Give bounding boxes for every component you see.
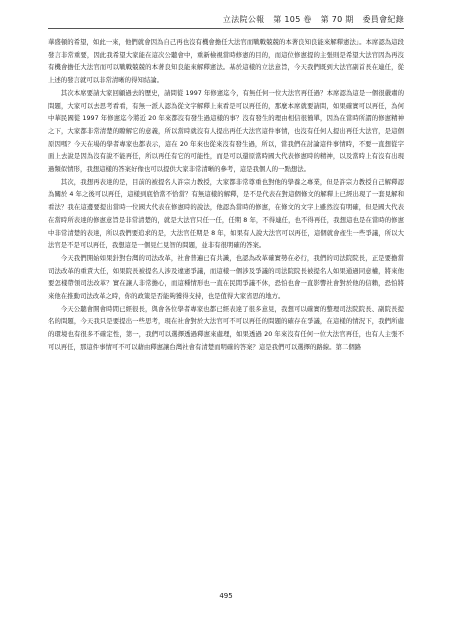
journal-title: 立法院公報 xyxy=(222,15,265,24)
transcript-body xyxy=(48,36,404,354)
paragraph-5: 今天公聽會開會時間已經很長，與會各位學者專家也都已經表達了很多意見，我想可以確實的整理司法院院長、副院長提名的問題，今天我只是要提出一些思考，現在社會對於大法官可不可以再任的問題的確存在爭議，在這樣的情況下，我們所處的環境也有很多不確定性，第一，我們可以選擇透過釋憲來處理，如果透過 20 年來沒有任何一位大法官再任，也有人主張不可以再任，那這件事情可不可以藉由釋憲讓台灣社會有清楚而明確的答案？這是我們可以選擇的路線。第二個路 xyxy=(48,304,404,351)
paragraph-2: 其次本席要請大家回顧過去的歷史，請問從 1997 年修憲迄今，有無任何一位大法官再任過？本席認為這是一個很嚴肅的問題，大家可以去思考看看，有無一派人認為從文字解釋上來看是可以再任的，那麼本席就要請問，如果確實可以再任，為何中華民國從 1997 年修憲迄今將近 20 年來都沒有發生過這樣的事？沒有發生的理由相信很簡單，因為在當時所謂的修憲精神之下，大家都非常清楚的瞭解它的意義，所以當時就沒有人提出再任大法官這件事情，也沒有任何人提出再任大法官，是這個原因嗎？今天在場的學者專家也都表示，這在 20 年來也從來沒有發生過，所以，當我們在討論這件事情時，不要一直想從字面上去說是因為沒有說不能再任，所以再任有它的可能性，而是可以還原當時國大代表修憲時的精神，以及當時上有沒有出現過類似情形，我想這樣的答案好像也可以提供大家非常清晰的參考，這是我個人的一點想法。 xyxy=(48,88,404,174)
paragraph-1: 華盛頓的希望，如此一來，他們就會因為自己再也沒有機會擔任大法官而戰戰兢兢的本著良知良能來解釋憲法」。本席認為這段發言非常重要，因此我希望大家能在這次公聽會中，重新檢視當時修憲的目的，而這位修憲提的主張則是希望大法官因為再沒有機會擔任大法官而可以戰戰兢兢的本著良知良能來解釋憲法。基於這樣的立法意旨，今天我們既到大法官副首長在連任，從上述的發言就可以非常清晰的得知結論。 xyxy=(48,38,404,85)
paragraph-3: 其次，我想再表達的是，目前的被提名人許宗力教授，大家都非常尊重也對他的學養之專業，但是許宗力教授自己解釋認為關於 4 年之後可以再任，這樣到底恰當不恰當？有無這樣的解釋，是不是代表在對這個條文的解釋上已經出現了一套見解和看法？我在這邊要提出當時一位國大代表在修憲時的說法，他認為當時的修憲，在條文的文字上雖然沒有明確，但是國大代表在當時所表達的修憲意旨是非常清楚的，就是大法官只任一任，任期 8 年，不得連任，也不得再任，我想這也是在當時的修憲中非常清楚的表達，所以我們要追求的是，大法官任期是 8 年，如果有人說大法官可以再任，這個就會產生一些爭議，所以大法官是不是可以再任，我想這是一個見仁見智的問題，並非有很明確的答案。 xyxy=(48,177,404,250)
section-title: 委員會紀錄 xyxy=(362,15,404,24)
paragraph-4: 今天我們開始如果針對台灣的司法改革，社會普遍已有共識，也認為改革確實勢在必行，我們的司法院院長，正是要擔當司法改革的重責大任，如果院長被提名人涉及違憲爭議，而這樣一個涉及爭議的司法院院長被提名人如果通過同意權，將來他要怎樣帶領司法改革？實在讓人非常擔心，而這種情形也一直在民間爭議不休，恐怕也會一直影響社會對於他的信賴，恐怕將來他在推動司法改革之時，你的政策是否能夠獲得支持，也是值得大家省思的地方。 xyxy=(48,253,404,301)
issue-number: 第 70 期 xyxy=(320,15,354,24)
volume-number: 第 105 卷 xyxy=(273,15,312,24)
page-header xyxy=(217,14,404,25)
page-number: 495 xyxy=(219,592,233,600)
header-divider xyxy=(48,28,404,29)
